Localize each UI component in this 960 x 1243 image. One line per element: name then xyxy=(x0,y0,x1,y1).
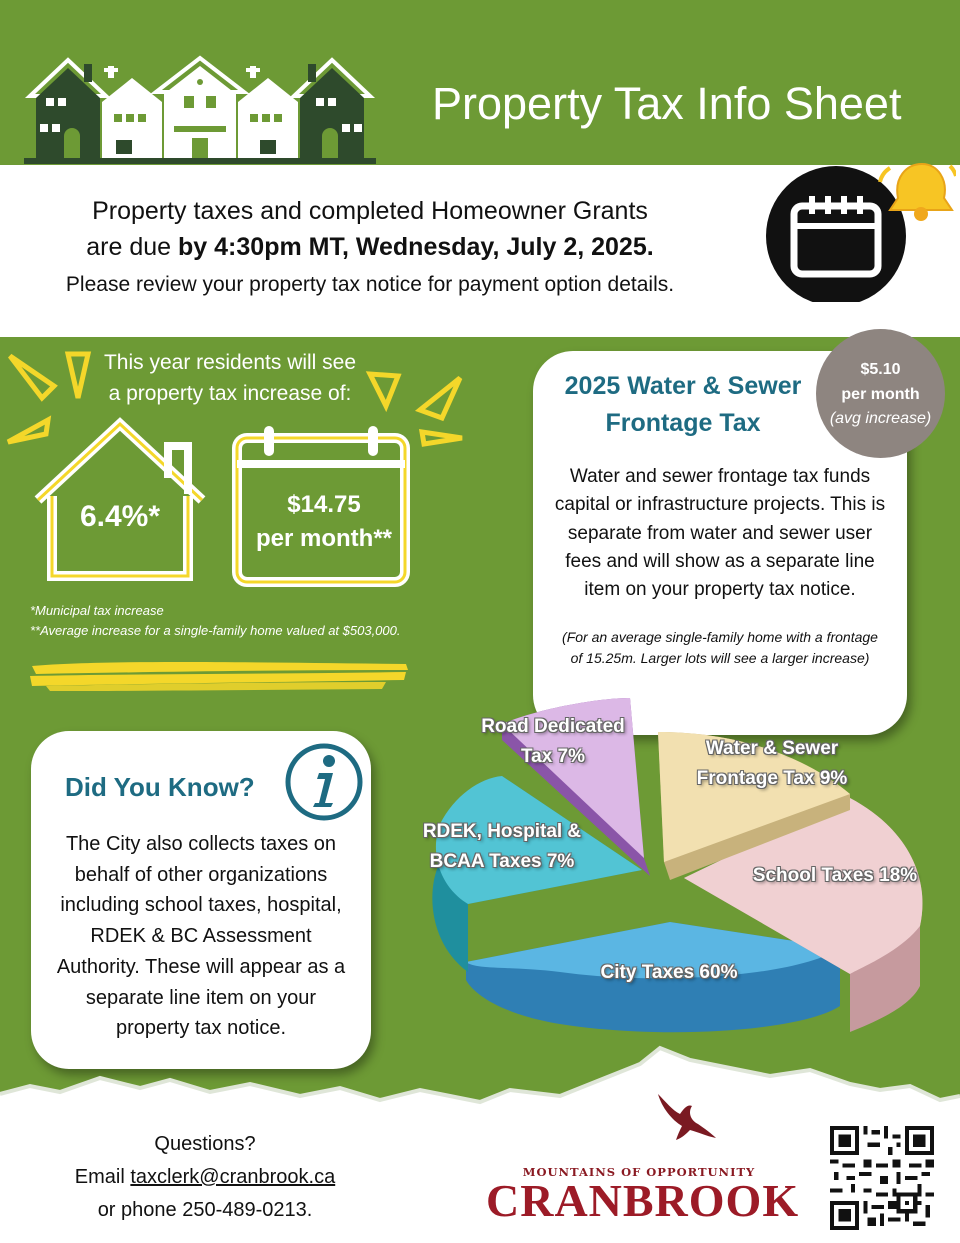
dyk-body xyxy=(31,829,371,1044)
qr-code-icon[interactable] xyxy=(830,1126,934,1230)
did-you-know-card xyxy=(31,731,371,1069)
pie-label-city: City Taxes 60% xyxy=(600,962,738,983)
ws-body-line: Water and sewer frontage tax funds xyxy=(569,466,871,487)
dyk-body-line: Authority. These will appear as a xyxy=(56,955,346,978)
due-notice-line3: Please review your property tax notice for payment option details. xyxy=(65,273,675,296)
due-notice-line1: Property taxes and completed Homeowner Grants xyxy=(92,197,648,225)
ws-title-line2: Frontage Tax xyxy=(605,409,761,437)
pie-label-rdek: RDEK, Hospital & BCAA Taxes 7% xyxy=(422,821,582,872)
footnote-municipal: *Municipal tax increase xyxy=(30,603,164,618)
eagle-icon xyxy=(652,1090,718,1144)
monthly-unit: per month** xyxy=(255,525,392,552)
email-link[interactable]: taxclerk@cranbrook.ca xyxy=(130,1166,336,1188)
dyk-body-line: including school taxes, hospital, xyxy=(60,894,342,917)
ws-body xyxy=(533,463,907,604)
yellow-brush-divider xyxy=(26,656,410,692)
dyk-body-line: property tax notice. xyxy=(115,1017,287,1040)
ws-title-line1: 2025 Water & Sewer xyxy=(564,372,802,400)
header-banner xyxy=(0,0,960,165)
due-notice-prefix: are due xyxy=(86,233,179,261)
ws-note-line: of 15.25m. Larger lots will see a larger increase) xyxy=(570,650,870,666)
page-title: Property Tax Info Sheet xyxy=(432,78,902,129)
calendar-bell-icon xyxy=(760,152,956,302)
badge-note: (avg increase) xyxy=(829,410,932,427)
info-icon xyxy=(283,741,365,823)
dyk-body-line: The City also collects taxes on xyxy=(65,833,337,855)
increase-intro-line1: This year residents will see xyxy=(103,351,357,374)
due-date: by 4:30pm MT, Wednesday, July 2, 2025. xyxy=(178,233,654,261)
pie-label-road: Road Dedicated Tax 7% xyxy=(481,716,625,767)
ws-body-line: item on your property tax notice. xyxy=(584,579,856,601)
badge-unit: per month xyxy=(841,386,920,403)
dyk-body-line: separate line item on your xyxy=(85,986,317,1009)
houses-illustration xyxy=(24,52,376,164)
pie-label-water-sewer: Water & Sewer Frontage Tax 9% xyxy=(696,738,848,789)
tax-increase-percent: 6.4%* xyxy=(79,500,161,533)
increase-intro xyxy=(70,347,390,409)
ws-increase-badge xyxy=(816,329,945,458)
dyk-body-line: behalf of other organizations xyxy=(74,863,328,886)
badge-amount: $5.10 xyxy=(860,361,901,378)
monthly-increase xyxy=(244,488,404,556)
increase-intro-line2: a property tax increase of: xyxy=(108,382,352,405)
contact-questions: Questions? xyxy=(154,1133,256,1155)
ws-note xyxy=(533,627,907,669)
pie-label-school: School Taxes 18% xyxy=(752,865,918,886)
ws-body-line: fees and will show as a separate line xyxy=(565,550,875,572)
due-notice-line2 xyxy=(0,233,740,262)
contact-phone: or phone 250-489-0213. xyxy=(97,1199,313,1221)
ws-body-line: separate from water and sewer user xyxy=(567,522,873,544)
logo-tagline: MOUNTAINS OF OPPORTUNITY xyxy=(522,1165,756,1179)
contact-info xyxy=(40,1128,370,1227)
monthly-amount: $14.75 xyxy=(287,491,361,518)
ws-note-line: (For an average single-family home with a frontage xyxy=(562,629,878,645)
logo-name: CRANBROOK xyxy=(486,1175,800,1226)
contact-email-line xyxy=(40,1161,370,1194)
dyk-body-line: RDEK & BC Assessment xyxy=(90,925,312,948)
contact-email-prefix: Email xyxy=(74,1166,131,1188)
footnote-average: **Average increase for a single-family home valued at $503,000. xyxy=(30,623,401,638)
dyk-title: Did You Know? xyxy=(65,772,255,802)
ws-body-line: capital or infrastructure projects. This is xyxy=(554,494,886,516)
